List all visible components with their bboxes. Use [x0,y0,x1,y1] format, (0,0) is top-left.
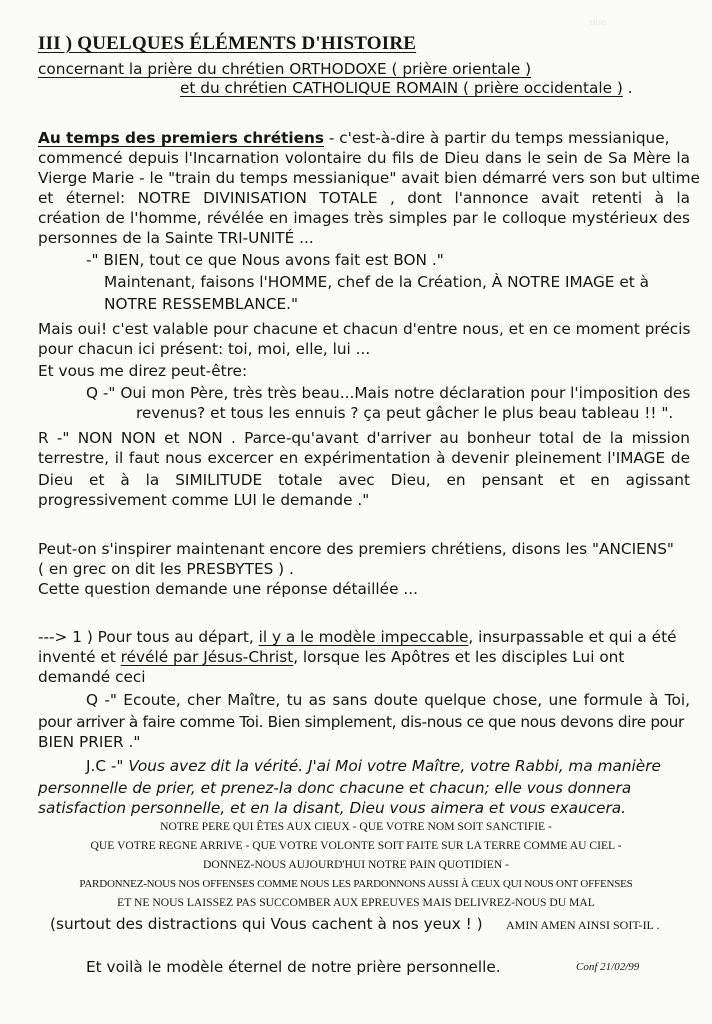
response1-line-4: progressivement comme LUI le demande ." [38,491,370,509]
question2-line-3: BIEN PRIER ." [38,733,141,751]
prayer-line-1: NOTRE PERE QUI ÊTES AUX CIEUX - QUE VOTRE NOM SOIT SANCTIFIE - [160,820,552,833]
para1-line-1 [38,128,690,148]
prayer-line-4: PARDONNEZ-NOUS NOS OFFENSES COMME NOUS LES PARDONNONS AUSSI À CEUX QUI NOUS ONT OFFENSES [79,878,633,890]
point1-underline-2: révélé par Jésus-Christ [120,648,294,666]
para3-line-1: Peut-on s'inspirer maintenant encore des premiers chrétiens, disons les "ANCIENS" [38,540,674,558]
subtitle-line-1: concernant la prière du chrétien ORTHODOXE ( prière orientale ) [38,60,532,78]
quote1-line-2: Maintenant, faisons l'HOMME, chef de la Création, À NOTRE IMAGE et à [104,273,649,291]
para1-lead: Au temps des premiers chrétiens [38,129,325,147]
point1-pre: ---> 1 ) Pour tous au départ, [38,628,259,646]
para1-line-1-rest: - c'est-à-dire à partir du temps messianique, [324,129,670,147]
para3-line-2: ( en grec on dit les PRESBYTES ) . [38,560,294,578]
para1-line-4: et éternel: NOTRE DIVINISATION TOTALE , dont l'annonce avait retenti à la [38,189,690,207]
jc-answer-line-3: satisfaction personnelle, et en la disant, Dieu vous aimera et vous exaucera. [38,799,627,817]
jc-lead: J.C -" [86,757,129,775]
point1-l2-pre: inventé et [38,648,121,666]
para3-line-3: Cette question demande une réponse détaillée ... [38,580,418,598]
subtitle-line-2-end: . [622,79,633,97]
show-through-mark: ooo [590,16,607,28]
prayer-line-3: DONNEZ-NOUS AUJOURD'HUI NOTRE PAIN QUOTIDIEN - [203,858,509,871]
prayer-line-5: ET NE NOUS LAISSEZ PAS SUCCOMBER AUX EPREUVES MAIS DELIVREZ-NOUS DU MAL [117,896,595,909]
question2-line-1: Q -" Ecoute, cher Maître, tu as sans doute quelque chose, une formule à Toi, [86,691,690,709]
prayer-line-2: QUE VOTRE REGNE ARRIVE - QUE VOTRE VOLONTE SOIT FAITE SUR LA TERRE COMME AU CIEL - [90,839,622,852]
response1-line-1: R -" NON NON et NON . Parce-qu'avant d'arriver au bonheur total de la mission [38,429,690,447]
question2-line-2: pour arriver à faire comme Toi. Bien simplement, dis-nous ce que nous devons dire pour [38,713,684,731]
quote1-line-3: NOTRE RESSEMBLANCE." [104,295,299,313]
point1-post: , insurpassable et qui a été [468,628,677,646]
point1-l2-post: , lorsque les Apôtres et les disciples Lui ont [293,648,625,666]
para1-line-3: Vierge Marie - le "train du temps messianique" avait bien démarré vers son but ultime [38,169,700,187]
closing-line: Et voilà le modèle éternel de notre prière personnelle. [86,958,501,976]
para1-line-2: commencé depuis l'Incarnation volontaire du fils de Dieu dans le sein de Sa Mère la [38,149,690,167]
point1-line-3: demandé ceci [38,668,146,686]
response1-line-3: Dieu et à la SIMILITUDE totale avec Dieu, en pensant et en agissant [38,471,690,489]
para2-line-1: Mais oui! c'est valable pour chacune et chacun d'entre nous, et en ce moment précis [38,320,691,338]
prayer-amin: AMIN AMEN AINSI SOIT-IL . [506,918,660,932]
para2-line-2: pour chacun ici présent: toi, moi, elle, lui ... [38,340,371,358]
question1-line-1: Q -" Oui mon Père, très très beau...Mais notre déclaration pour l'imposition des [86,384,691,402]
question1-line-2: revenus? et tous les ennuis ? ça peut gâcher le plus beau tableau !! ". [136,404,674,422]
para1-line-5: création de l'homme, révélée en images très simples par le colloque mystérieux des [38,209,690,227]
subtitle-line-2 [180,78,633,98]
conference-reference: Conf 21/02/99 [576,961,640,973]
para2-line-3: Et vous me direz peut-être: [38,362,248,380]
point1-underline-1: il y a le modèle impeccable [258,628,469,646]
jc-line-1-text: Vous avez dit la vérité. J'ai Moi votre Maître, votre Rabbi, ma manière [128,757,661,775]
point1-line-1 [38,627,690,647]
quote1-line-1: -" BIEN, tout ce que Nous avons fait est BON ." [86,251,444,269]
subtitle-line-2-text: et du chrétien CATHOLIQUE ROMAIN ( prière occidentale ) [180,79,623,97]
response1-line-2: terrestre, il faut nous excercer en expérimentation à devenir pleinement l'IMAGE de [38,449,690,467]
page-title: III ) QUELQUES ÉLÉMENTS D'HISTOIRE [38,33,417,54]
jc-answer-line-1 [86,756,690,776]
para1-line-6: personnes de la Sainte TRI-UNITÉ ... [38,229,314,247]
point1-line-2 [38,647,690,667]
jc-answer-line-2: personnelle de prier, et prenez-la donc chacune et chacun; elle vous donnera [38,779,632,797]
prayer-line-6: (surtout des distractions qui Vous cachent à nos yeux ! ) [50,915,483,933]
